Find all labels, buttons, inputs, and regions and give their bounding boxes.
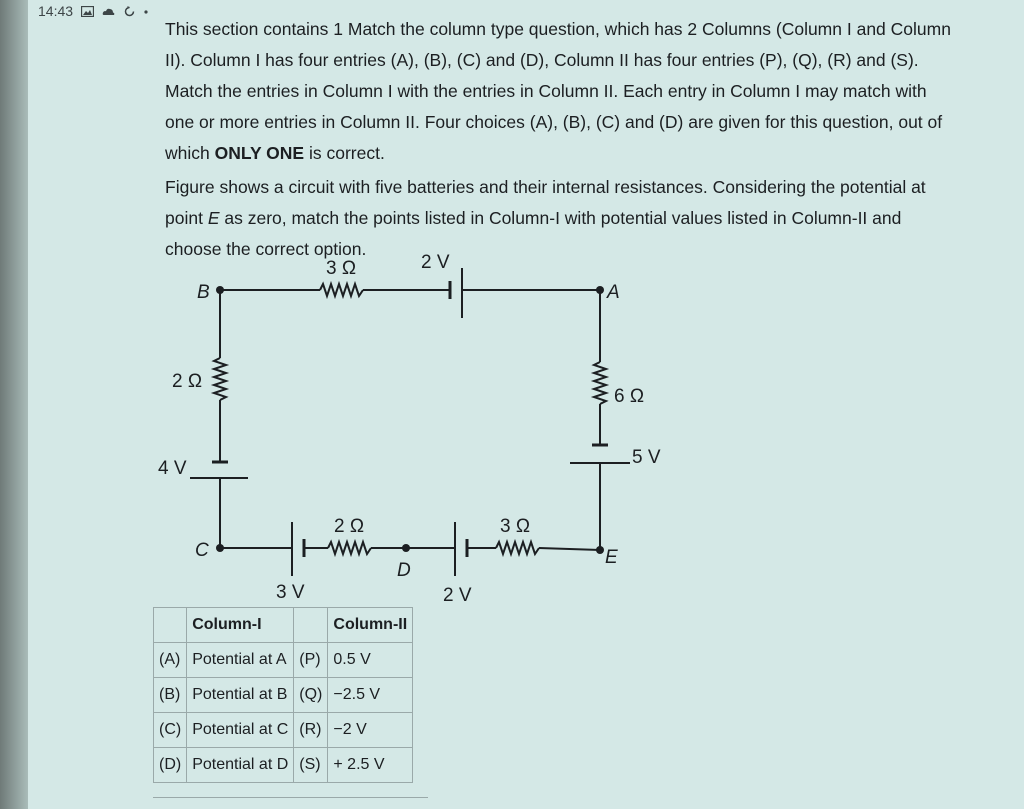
node-a-dot: [596, 286, 604, 294]
node-e-dot: [596, 546, 604, 554]
row-key-2: (R): [294, 713, 328, 748]
table-row: [154, 748, 413, 783]
label-top-battery: 2 V: [421, 252, 450, 273]
label-top-resistor: 3 Ω: [326, 258, 357, 279]
table-row: [154, 678, 413, 713]
table-row: [154, 713, 413, 748]
row-item-1: Potential at D: [187, 748, 294, 783]
label-point-c: C: [195, 540, 209, 561]
label-bottom-right-resistor: 3 Ω: [500, 516, 531, 537]
label-bottom-left-battery: 3 V: [276, 582, 305, 603]
row-key-1: (A): [154, 643, 187, 678]
column-1-header: Column-I: [187, 608, 294, 643]
label-point-e: E: [605, 547, 618, 568]
status-time: 14:43: [38, 3, 74, 19]
label-point-b: B: [197, 282, 210, 303]
row-item-2: −2.5 V: [328, 678, 413, 713]
row-key-1: (B): [154, 678, 187, 713]
row-item-1: Potential at A: [187, 643, 294, 678]
top-battery-symbol: [450, 268, 462, 318]
circuit-wires: [214, 284, 606, 554]
label-left-resistor: 2 Ω: [172, 371, 203, 392]
label-bottom-left-resistor: 2 Ω: [334, 516, 365, 537]
row-key-2: (P): [294, 643, 328, 678]
point-e-emphasis: E: [207, 208, 220, 228]
row-item-2: −2 V: [328, 713, 413, 748]
only-one-emphasis: ONLY ONE: [214, 143, 305, 163]
column-2-header: Column-II: [328, 608, 413, 643]
label-point-a: A: [607, 282, 620, 303]
label-right-resistor: 6 Ω: [614, 386, 645, 407]
label-bottom-right-battery: 2 V: [443, 585, 472, 606]
table-row: [154, 643, 413, 678]
row-key-2: (Q): [294, 678, 328, 713]
row-key-1: (D): [154, 748, 187, 783]
problem-paragraph: Figure shows a circuit with five batteries and their internal resistances. Considering the potential at point E as zero, match the points listed in Column-I with potential values listed in Column-II and choose the correct option.: [165, 177, 926, 259]
label-left-battery: 4 V: [158, 458, 187, 479]
row-item-2: + 2.5 V: [328, 748, 413, 783]
row-key-1: (C): [154, 713, 187, 748]
match-table: [153, 607, 413, 783]
label-right-battery: 5 V: [632, 447, 661, 468]
node-b-dot: [216, 286, 224, 294]
bottom-left-battery-symbol: [292, 522, 304, 576]
bottom-right-battery-symbol: [455, 522, 467, 576]
row-item-2: 0.5 V: [328, 643, 413, 678]
right-battery-symbol: [570, 445, 630, 463]
left-battery-symbol: [190, 462, 248, 478]
node-c-dot: [216, 544, 224, 552]
row-key-2: (S): [294, 748, 328, 783]
row-item-1: Potential at C: [187, 713, 294, 748]
table-bottom-edge: [153, 797, 428, 798]
table-header-row: [154, 608, 413, 643]
label-point-d: D: [397, 560, 411, 581]
row-item-1: Potential at B: [187, 678, 294, 713]
node-d-dot: [402, 544, 410, 552]
instructions-paragraph: This section contains 1 Match the column type question, which has 2 Columns (Column I and Column II). Column I has four entries (A), (B), (C) and (D), Column II has four entries (P), (Q), (R) and (S). Match the entries in Column I with the entries in Column II. Each entry in Column I may match with one or more entries in Column II. Four choices (A), (B), (C) and (D) are given for this question, out of which ONLY ONE is correct.: [165, 19, 951, 163]
